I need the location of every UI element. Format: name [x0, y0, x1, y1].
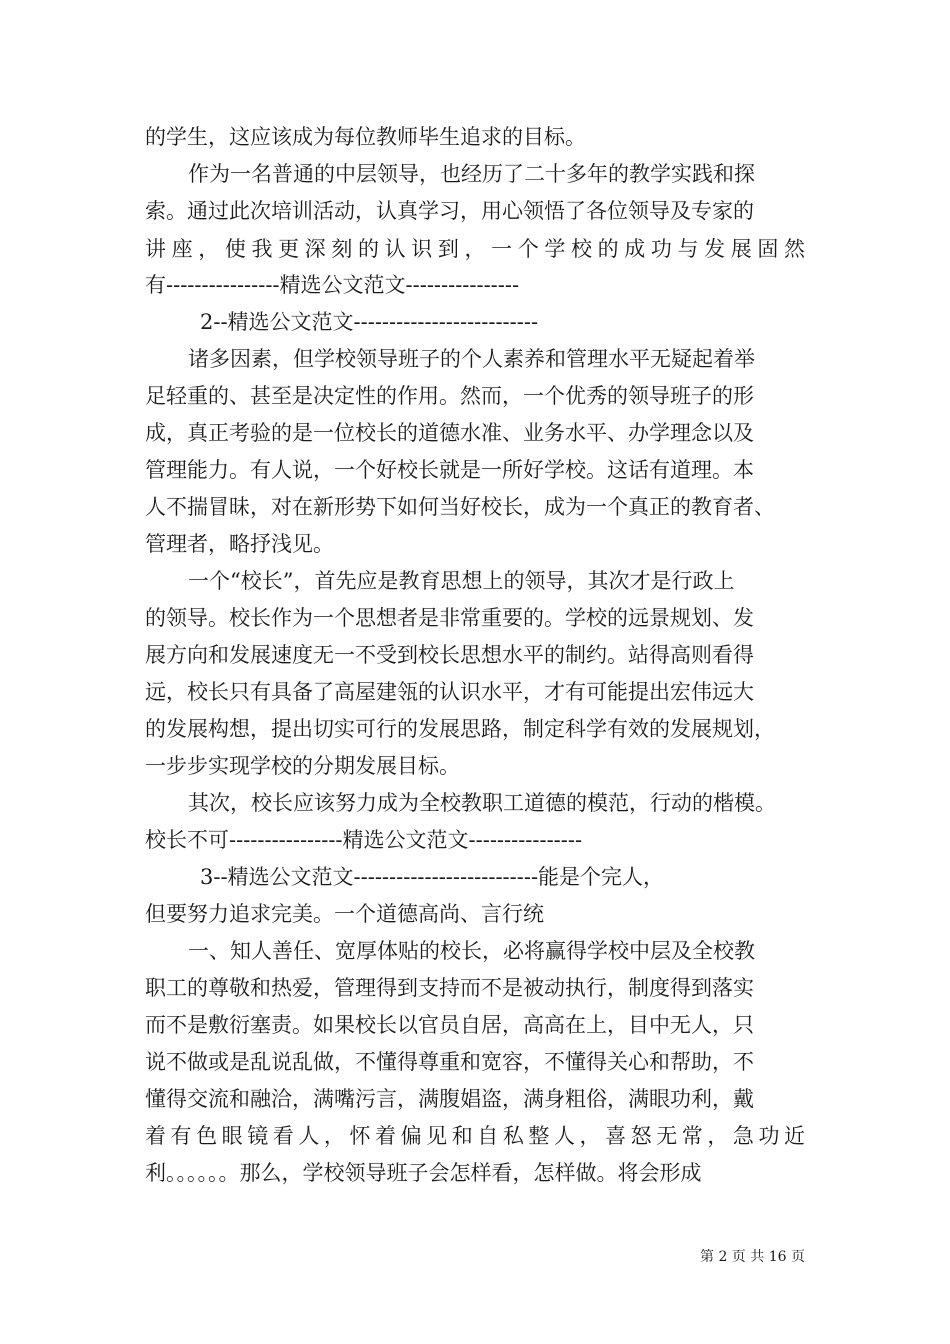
text-line: 远，校长只有具备了高屋建瓴的认识水平，才有可能提出宏伟远大 — [145, 680, 754, 704]
text-line: 的学生，这应该成为每位教师毕生追求的目标。 — [145, 125, 586, 149]
text-line: 着有色眼镜看人，怀着偏见和自私整人，喜怒无常，急功近 — [145, 1124, 805, 1148]
paragraph-start-line: 诸多因素，但学校领导班子的个人素养和管理水平无疑起着举 — [188, 347, 755, 371]
text-line: 说不做或是乱说乱做，不懂得尊重和宽容，不懂得关心和帮助，不 — [145, 1050, 754, 1074]
text-line: 管理能力。有人说，一个好校长就是一所好学校。这话有道理。本 — [145, 458, 754, 482]
page-header-marker: 3--精选公文范文--------------------------能是个完人， — [200, 865, 665, 889]
page-break-marker: 校长不可----------------精选公文范文---------------- — [145, 828, 583, 852]
page-header-marker: 2--精选公文范文-------------------------- — [200, 310, 539, 334]
paragraph-start-line: 其次，校长应该努力成为全校教职工道德的模范，行动的楷模。 — [188, 791, 776, 815]
page-break-marker: 有----------------精选公文范文---------------- — [145, 273, 520, 297]
text-line: 讲座，使我更深刻的认识到，一个学校的成功与发展固然 — [145, 237, 805, 261]
paragraph-start-line: 一个“校长”，首先应是教育思想上的领导，其次才是行政上 — [188, 569, 735, 593]
text-line: 懂得交流和融洽，满嘴污言，满腹娼盗，满身粗俗，满眼功利，戴 — [145, 1087, 754, 1111]
paragraph-start-line: 作为一名普通的中层领导，也经历了二十多年的教学实践和探 — [188, 162, 755, 186]
text-line: 一步步实现学校的分期发展目标。 — [145, 754, 460, 778]
text-line: 索。通过此次培训活动，认真学习，用心领悟了各位领导及专家的 — [145, 199, 754, 223]
paragraph-start-line: 一、知人善任、宽厚体贴的校长，必将赢得学校中层及全校教 — [188, 939, 755, 963]
text-line: 管理者，略抒浅见。 — [145, 532, 334, 556]
text-line: 展方向和发展速度无一不受到校长思想水平的制约。站得高则看得 — [145, 643, 754, 667]
text-line: 的领导。校长作为一个思想者是非常重要的。学校的远景规划、发 — [145, 606, 754, 630]
text-line: 利。。。。。。那么，学校领导班子会怎样看，怎样做。将会形成 — [145, 1161, 702, 1185]
text-line: 足轻重的、甚至是决定性的作用。然而，一个优秀的领导班子的形 — [145, 384, 754, 408]
text-line: 而不是敷衍塞责。如果校长以官员自居，高高在上，目中无人，只 — [145, 1013, 754, 1037]
text-line: 成，真正考验的是一位校长的道德水准、业务水平、办学理念以及 — [145, 421, 754, 445]
text-line: 人不揣冒昧，对在新形势下如何当好校长，成为一个真正的教育者、 — [145, 495, 775, 519]
text-line: 职工的尊敬和热爱，管理得到支持而不是被动执行，制度得到落实 — [145, 976, 754, 1000]
page-number-footer: 第 2 页 共 16 页 — [700, 1249, 805, 1265]
text-line: 但要努力追求完美。一个道德高尚、言行统 — [145, 902, 544, 926]
text-line: 的发展构想，提出切实可行的发展思路，制定科学有效的发展规划， — [145, 717, 775, 741]
